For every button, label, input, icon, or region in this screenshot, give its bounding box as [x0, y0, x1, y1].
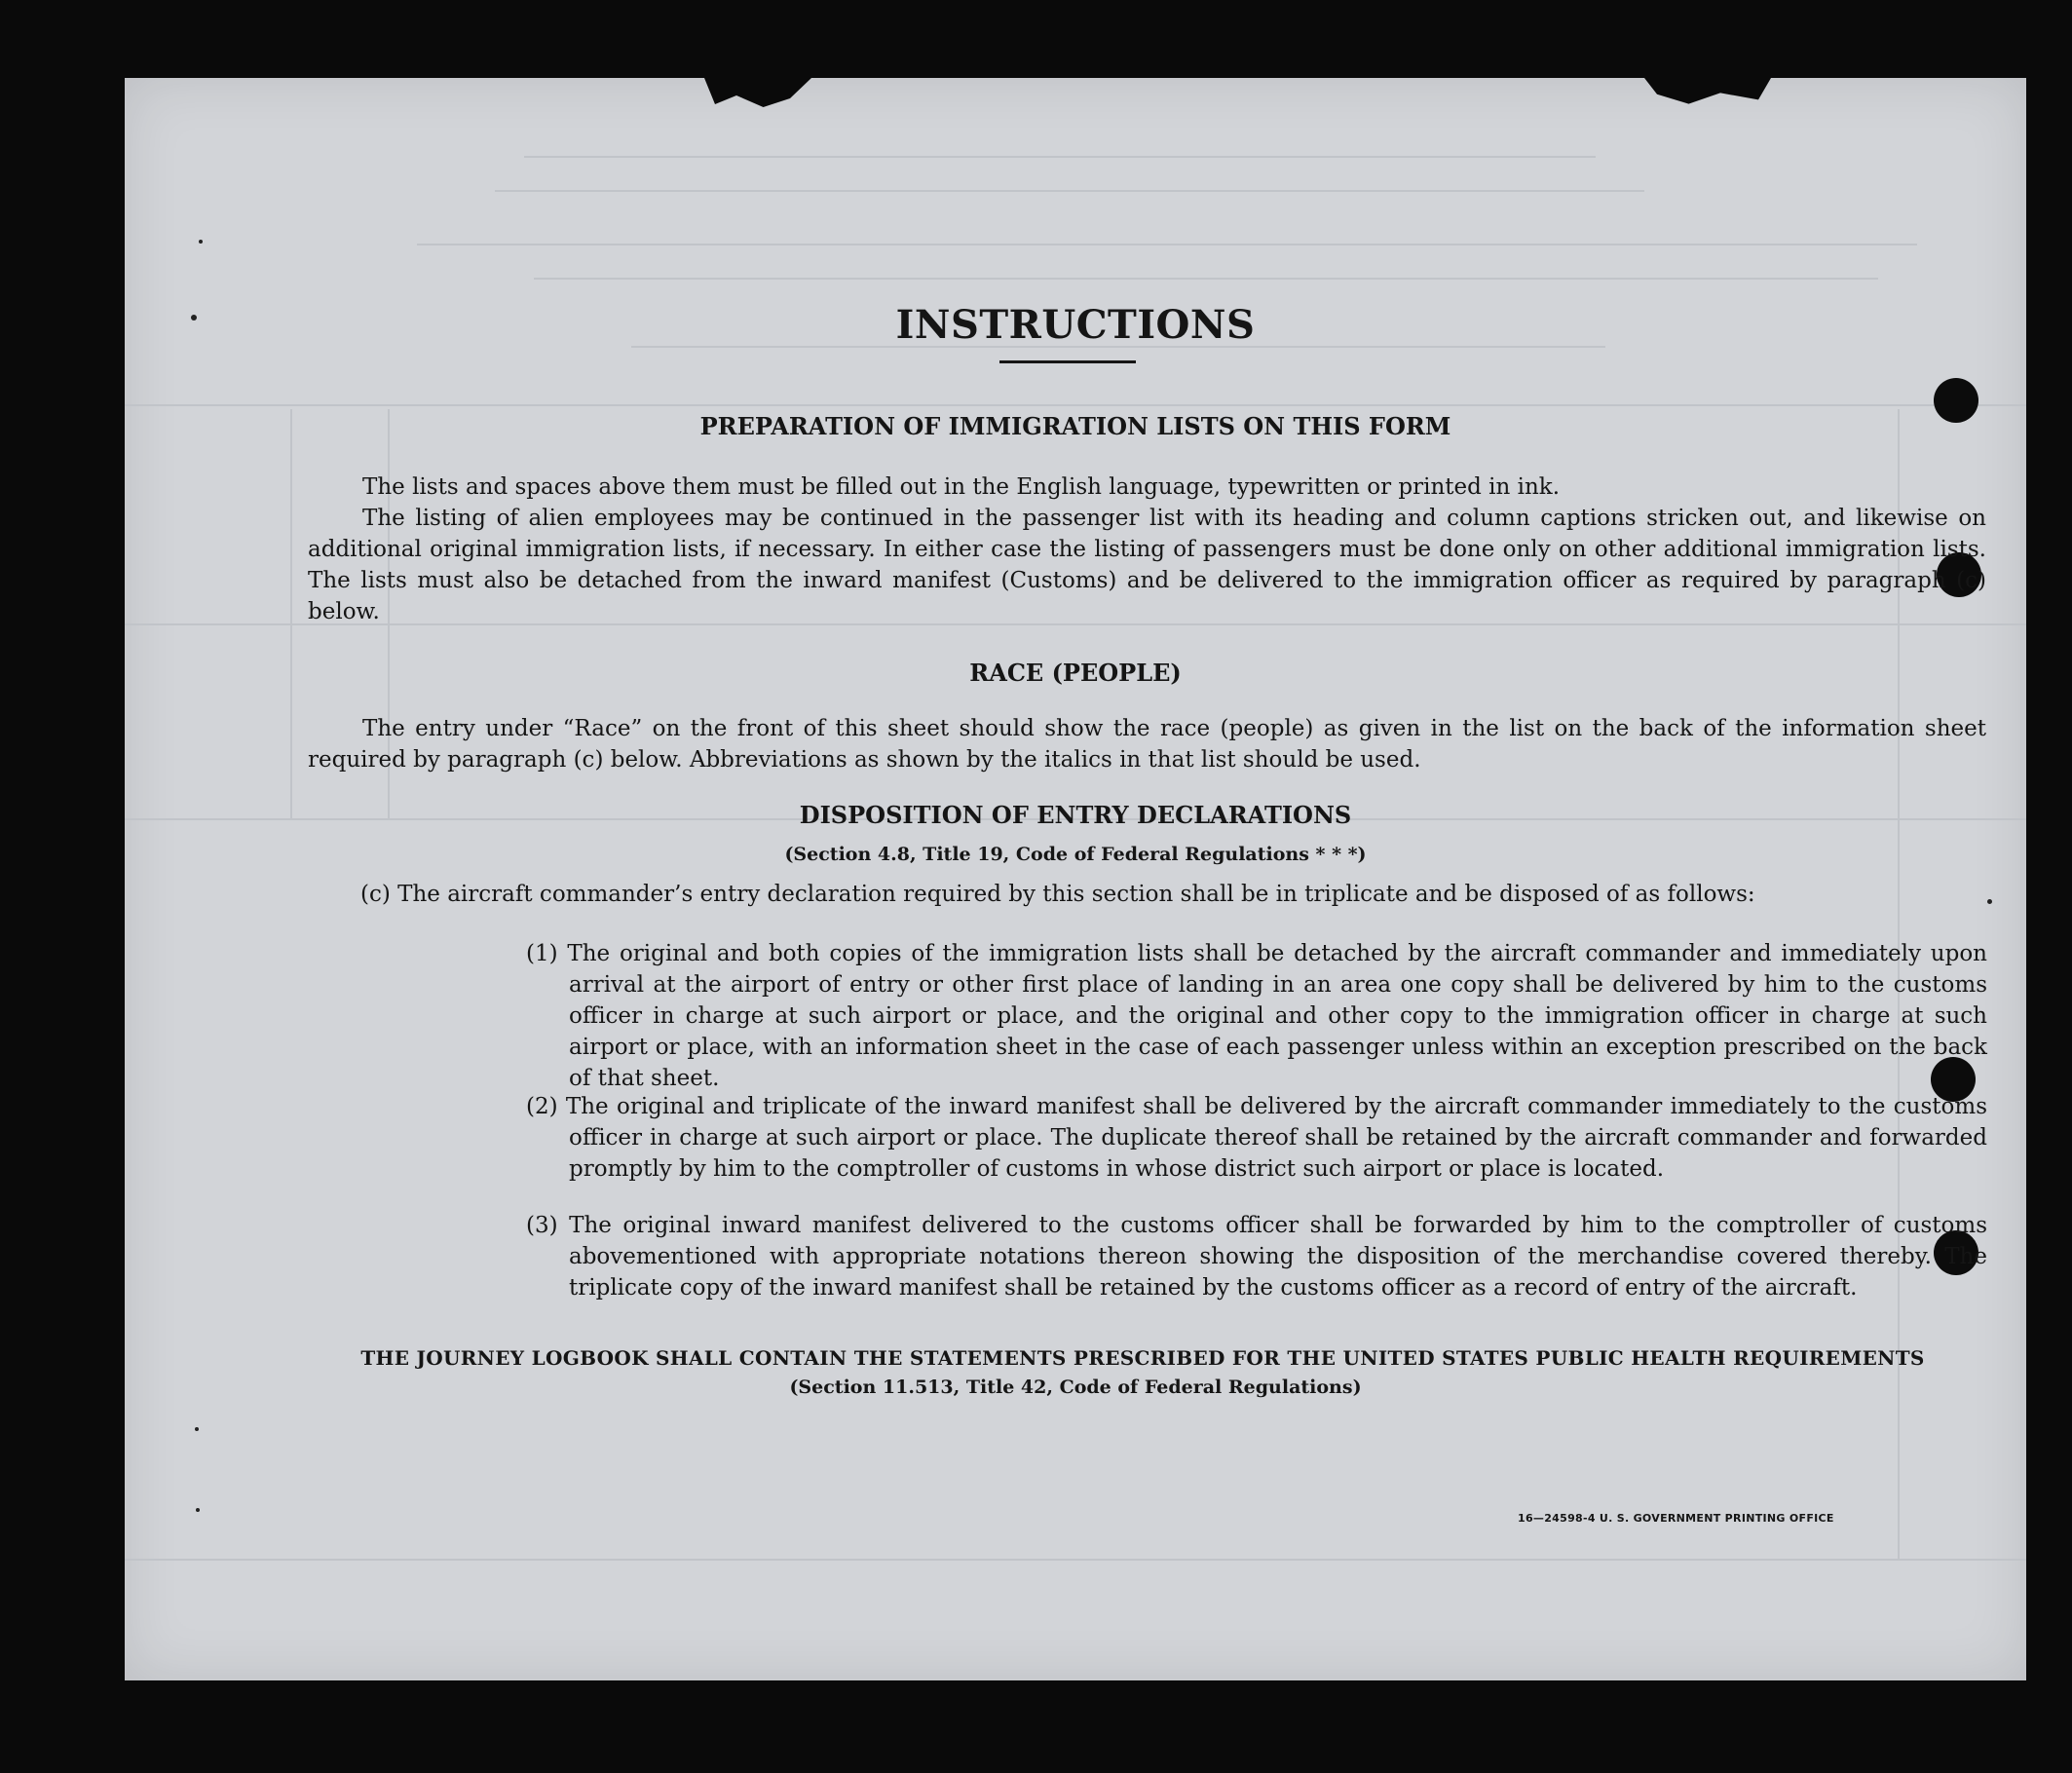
footer-statement: THE JOURNEY LOGBOOK SHALL CONTAIN THE STATEMENTS PRESCRIBED FOR THE UNITED STATES PUBLIC HEALTH REQUIREMENTS: [360, 1346, 1925, 1370]
ink-speck: [199, 240, 203, 244]
torn-edge: [704, 78, 811, 107]
disposition-intro: (c) The aircraft commander’s entry declaration required by this section shall be in triplicate and be disposed of as follows:: [360, 882, 1755, 907]
bleed-through-line: [417, 244, 1917, 245]
item-number: (2): [526, 1094, 558, 1119]
preparation-paragraph-2: The listing of alien employees may be continued in the passenger list with its heading and column captions stricken out, and likewise on additional original immigration lists, if necessary. In either case the listing of passengers must be done only on other additional immigration lists. The lists must also be detached from the inward manifest (Customs) and be delivered to the immigration officer as required by paragraph (c) below.: [308, 506, 1986, 624]
bleed-through-line: [125, 1559, 2026, 1561]
ink-speck: [1987, 899, 1992, 904]
bleed-through-line: [495, 190, 1644, 192]
race-paragraph: The entry under “Race” on the front of this sheet should show the race (people) as given in the list on the back of the information sheet required by paragraph (c) below. Abbreviations as shown by the italics in that list should be used.: [308, 716, 1986, 773]
race-heading: RACE (PEOPLE): [969, 659, 1182, 687]
item-text: The original inward manifest delivered to the customs officer shall be forwarded by him to the comptroller of customs abovementioned with appropriate notations thereon showing the disposition of the merchandise covered thereby. The triplicate copy of the inward manifest shall be retained by the customs officer as a record of entry of the aircraft.: [569, 1213, 1988, 1301]
bleed-through-line: [524, 156, 1596, 158]
bleed-through-line: [534, 278, 1878, 280]
item-text: The original and triplicate of the inward manifest shall be delivered by the aircraft commander immediately to the customs officer in charge at such airport or place. The duplicate thereof shall be retained by the aircraft commander and forwarded promptly by him to the comptroller of customs in whose district such airport or place is located.: [565, 1094, 1988, 1182]
disposition-citation: (Section 4.8, Title 19, Code of Federal Regulations * * *): [784, 844, 1367, 865]
printing-office-code: 16—24598-4 U. S. GOVERNMENT PRINTING OFFICE: [1518, 1512, 1834, 1525]
title-underline: [999, 360, 1136, 363]
document-sheet: [125, 78, 2026, 1680]
bleed-through-line: [290, 409, 292, 818]
preparation-heading: PREPARATION OF IMMIGRATION LISTS ON THIS FORM: [699, 412, 1451, 440]
item-text: The original and both copies of the immigration lists shall be detached by the aircraft commander and immediately upon arrival at the airport of entry or other first place of landing in an area one copy shall be delivered by him to the customs officer in charge at such airport or place, and the original and other copy to the immigration officer in charge at such airport or place, with an information sheet in the case of each passenger unless within an exception prescribed on the back of that sheet.: [567, 941, 1987, 1091]
ink-speck: [195, 1427, 199, 1431]
footer-citation: (Section 11.513, Title 42, Code of Federal Regulations): [789, 1377, 1362, 1398]
disposition-item-2: [526, 1091, 1987, 1185]
disposition-heading: DISPOSITION OF ENTRY DECLARATIONS: [799, 801, 1352, 829]
disposition-item-3: [526, 1210, 1987, 1303]
ink-speck: [196, 1508, 200, 1512]
item-number: (1): [526, 941, 558, 966]
disposition-item-1: [526, 938, 1987, 1094]
page-title: INSTRUCTIONS: [895, 302, 1256, 348]
item-number: (3): [526, 1213, 558, 1238]
preparation-paragraph-1: The lists and spaces above them must be filled out in the English language, typewritten or printed in ink.: [362, 474, 1561, 500]
bleed-through-line: [125, 404, 2026, 406]
torn-edge: [1644, 78, 1771, 105]
